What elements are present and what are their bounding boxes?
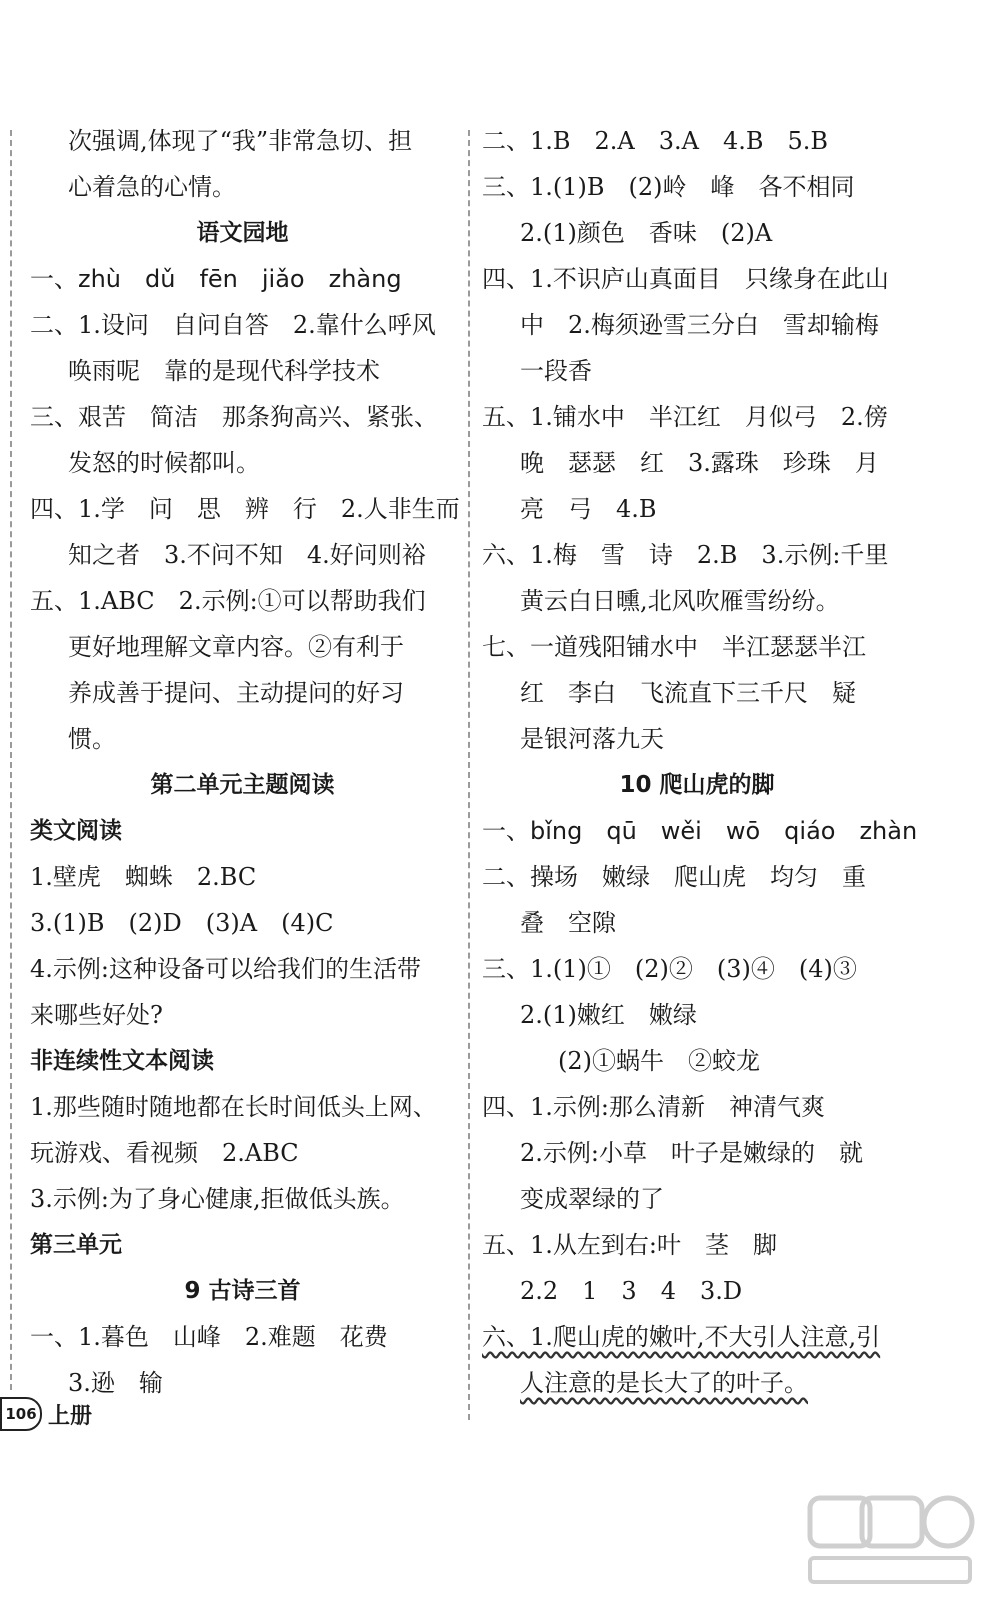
right-column-line: 是银河落九天	[520, 725, 664, 753]
right-column-line: 七、一道残阳铺水中 半江瑟瑟半江	[482, 633, 866, 661]
right-column-line: 三、1.(1)① (2)② (3)④ (4)③	[482, 955, 857, 983]
left-column-line: 1.那些随时随地都在长时间低头上网、	[30, 1093, 437, 1121]
left-column-line: 3.逊 输	[68, 1369, 163, 1397]
right-column-line: 2.(1)颜色 香味 (2)A	[520, 219, 773, 247]
right-column-line: 中 2.梅须逊雪三分白 雪却输梅	[520, 311, 879, 339]
right-column-line: 2.示例:小草 叶子是嫩绿的 就	[520, 1139, 863, 1167]
right-column-line: 六、1.梅 雪 诗 2.B 3.示例:千里	[482, 541, 889, 569]
right-column-line: 变成翠绿的了	[520, 1185, 664, 1213]
left-column-line: 次强调,体现了“我”非常急切、担	[68, 127, 413, 155]
right-column-line: 红 李白 飞流直下三千尺 疑	[520, 679, 856, 707]
right-column	[482, 118, 918, 1406]
left-column-line: 发怒的时候都叫。	[68, 449, 260, 477]
left-column-line: 第三单元	[30, 1232, 122, 1258]
right-column-line: 黄云白日曛,北风吹雁雪纷纷。	[520, 587, 840, 615]
right-column-line: 亮 弓 4.B	[520, 495, 657, 523]
page-footer	[0, 1396, 92, 1432]
left-column-line: 唤雨呢 靠的是现代科学技术	[68, 357, 380, 385]
left-column-line: 9 古诗三首	[184, 1278, 301, 1304]
right-column-line: 二、1.B 2.A 3.A 4.B 5.B	[482, 127, 829, 155]
right-column-line: 五、1.从左到右:叶 茎 脚	[482, 1231, 777, 1259]
right-column-line: 三、1.(1)B (2)岭 峰 各不相同	[482, 173, 855, 201]
right-column-line: 五、1.铺水中 半江红 月似弓 2.傍	[482, 403, 888, 431]
right-column-line: (2)①蜗牛 ②蛟龙	[558, 1047, 760, 1075]
right-column-line: 2.(1)嫩红 嫩绿	[520, 1001, 697, 1029]
left-column-line: 知之者 3.不问不知 4.好问则裕	[68, 541, 426, 569]
left-column-line: 类文阅读	[30, 818, 122, 844]
left-column-line: 四、1.学 问 思 辨 行 2.人非生而	[30, 495, 460, 523]
column-divider	[468, 130, 470, 1420]
right-column-line: 六、1.爬山虎的嫩叶,不大引人注意,引	[482, 1323, 881, 1351]
left-column-line: 3.示例:为了身心健康,拒做低头族。	[30, 1185, 405, 1213]
right-column-line: 10 爬山虎的脚	[619, 772, 775, 798]
right-column-line: 四、1.示例:那么清新 神清气爽	[482, 1093, 825, 1121]
left-column-line: 4.示例:这种设备可以给我们的生活带	[30, 955, 421, 983]
right-column-line: 人注意的是长大了的叶子。	[520, 1369, 808, 1397]
left-column-line: 惯。	[68, 725, 116, 753]
left-column-line: 玩游戏、看视频 2.ABC	[30, 1139, 299, 1167]
right-column-line: 二、操场 嫩绿 爬山虎 均匀 重	[482, 863, 866, 891]
left-column-line: 三、艰苦 简洁 那条狗高兴、紧张、	[30, 403, 438, 431]
left-margin-dashed-line	[10, 130, 12, 1390]
left-column-line: 来哪些好处?	[30, 1001, 163, 1029]
left-column-line: 非连续性文本阅读	[30, 1048, 214, 1074]
right-column-line: 叠 空隙	[520, 909, 616, 937]
right-column-line: 2.2 1 3 4 3.D	[520, 1277, 743, 1305]
left-column-line: 五、1.ABC 2.示例:①可以帮助我们	[30, 587, 426, 615]
right-column-line: 一段香	[520, 357, 592, 385]
left-column-line: 养成善于提问、主动提问的好习	[68, 679, 404, 707]
left-column-line: 一、zhù dǔ fēn jiǎo zhàng	[30, 265, 402, 293]
left-column	[30, 118, 460, 1406]
left-column-line: 第二单元主题阅读	[150, 772, 335, 798]
left-column-line: 更好地理解文章内容。②有利于	[68, 633, 404, 661]
volume-label: 上册	[48, 1403, 93, 1429]
left-column-line: 一、1.暮色 山峰 2.难题 花费	[30, 1323, 388, 1351]
page-number: 106	[0, 1397, 42, 1431]
left-column-line: 心着急的心情。	[68, 173, 236, 201]
right-column-line: 四、1.不识庐山真面目 只缘身在此山	[482, 265, 889, 293]
left-column-line: 二、1.设问 自问自答 2.靠什么呼风	[30, 311, 436, 339]
left-column-line: 1.壁虎 蜘蛛 2.BC	[30, 863, 257, 891]
left-column-line: 3.(1)B (2)D (3)A (4)C	[30, 909, 334, 937]
watermark-logo-icon	[800, 1488, 980, 1588]
left-column-line: 语文园地	[196, 220, 289, 246]
right-column-line: 一、bǐng qū wěi wō qiáo zhàn	[482, 817, 918, 845]
right-column-line: 晚 瑟瑟 红 3.露珠 珍珠 月	[520, 449, 879, 477]
